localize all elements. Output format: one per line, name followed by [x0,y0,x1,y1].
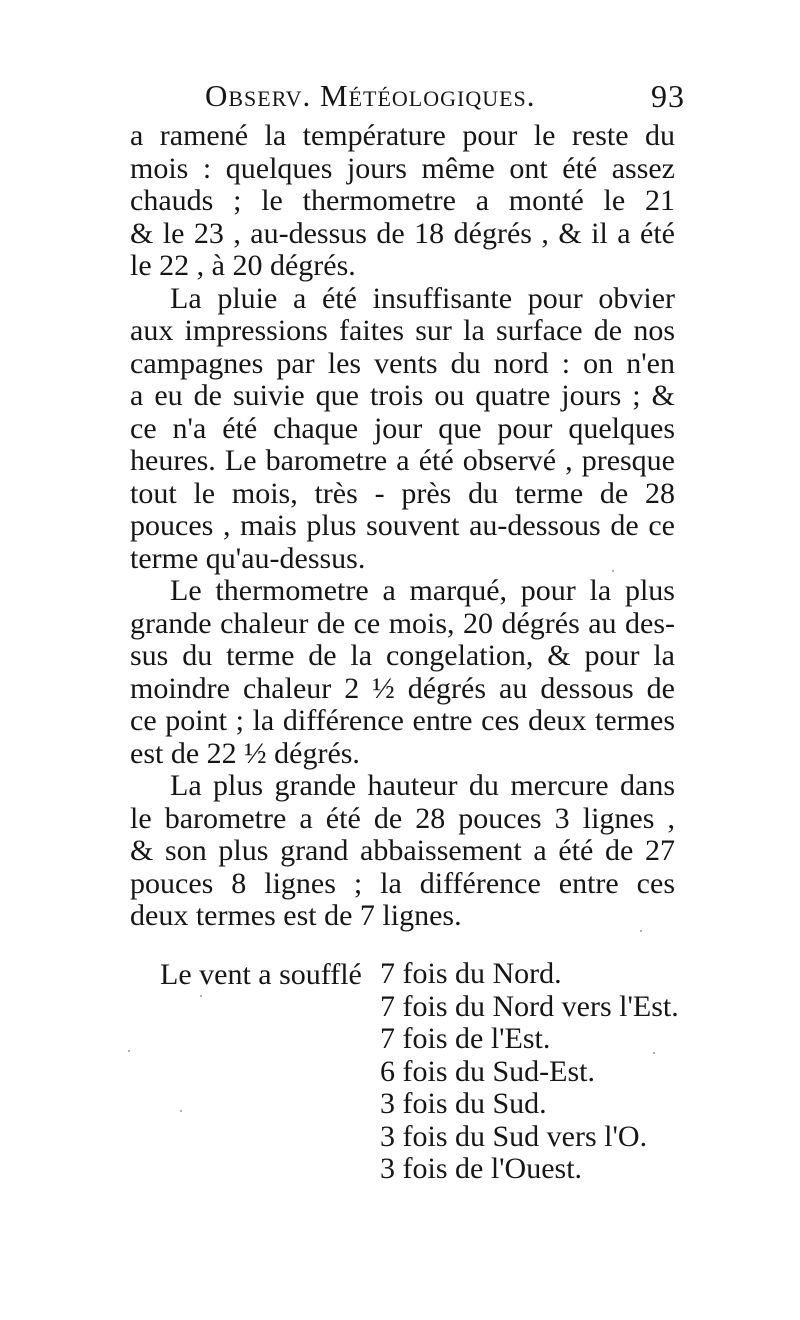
text-line: a ramené la température pour le reste du [130,119,675,152]
wind-entry: 7 fois de l'Est. [380,1022,551,1055]
text-line: campagnes par les vents du nord : on n'en [130,346,675,380]
scan-speck [128,1050,130,1052]
scan-speck [180,1110,182,1112]
scan-speck [200,995,202,997]
wind-entry: 3 fois du Sud vers l'O. [380,1119,648,1153]
running-header [195,78,685,118]
text-line: terme qu'au-dessus. [130,541,366,575]
text-line: tout le mois, très - près du terme de 28 [130,476,675,510]
wind-list [380,958,679,1186]
text-line: mois : quelques jours même ont été assez [130,151,675,185]
wind-entry: 7 fois du Nord vers l'Est. [380,989,679,1023]
scan-speck [653,1052,655,1054]
text-line: grande chaleur de ce mois, 20 dégrés au des- [130,606,675,640]
text-line: pouces 8 lignes ; la différence entre ces [130,866,675,900]
body-text [130,120,675,933]
text-line: chauds ; le thermometre a monté le 21 [130,184,675,217]
text-line: le 22 , à 20 dégrés. [130,249,356,282]
text-line: & son plus grand abbaissement a été de 27 [130,834,675,867]
scan-speck [640,930,642,932]
text-line: sus du terme de la congelation, & pour la [130,639,675,672]
text-line: La plus grande hauteur du mercure dans [170,769,675,802]
text-line: Le thermometre a marqué, pour la plus [170,574,675,607]
text-line: & le 23 , au-dessus de 18 dégrés , & il a été [130,216,675,250]
wind-entry: 7 fois du Nord. [380,957,562,990]
running-title: Observ. Météologiques. [205,78,536,113]
text-line: ce n'a été chaque jour que pour quelques [130,411,675,445]
text-line: deux termes est de 7 lignes. [130,899,462,932]
wind-intro: Le vent a soufflé [160,958,362,991]
page-number: 93 [651,78,685,114]
scan-speck [612,570,614,572]
text-line: est de 22 ½ dégrés. [130,736,360,770]
text-line: aux impressions faites sur la surface de nos [130,314,675,347]
text-line: a eu de suivie que trois ou quatre jours ; & [130,379,675,412]
text-line: La pluie a été insuffisante pour obvier [170,281,675,315]
wind-entry: 3 fois de l'Ouest. [380,1152,583,1185]
text-line: heures. Le barometre a été observé , presque [130,444,675,477]
text-line: le barometre a été de 28 pouces 3 lignes , [130,801,675,835]
wind-entry: 3 fois du Sud. [380,1087,547,1120]
text-line: moindre chaleur 2 ½ dégrés au dessous de [130,671,675,705]
text-line: ce point ; la différence entre ces deux termes [130,704,675,737]
text-line: pouces , mais plus souvent au-dessous de ce [130,509,675,542]
wind-entry: 6 fois du Sud-Est. [380,1054,596,1088]
